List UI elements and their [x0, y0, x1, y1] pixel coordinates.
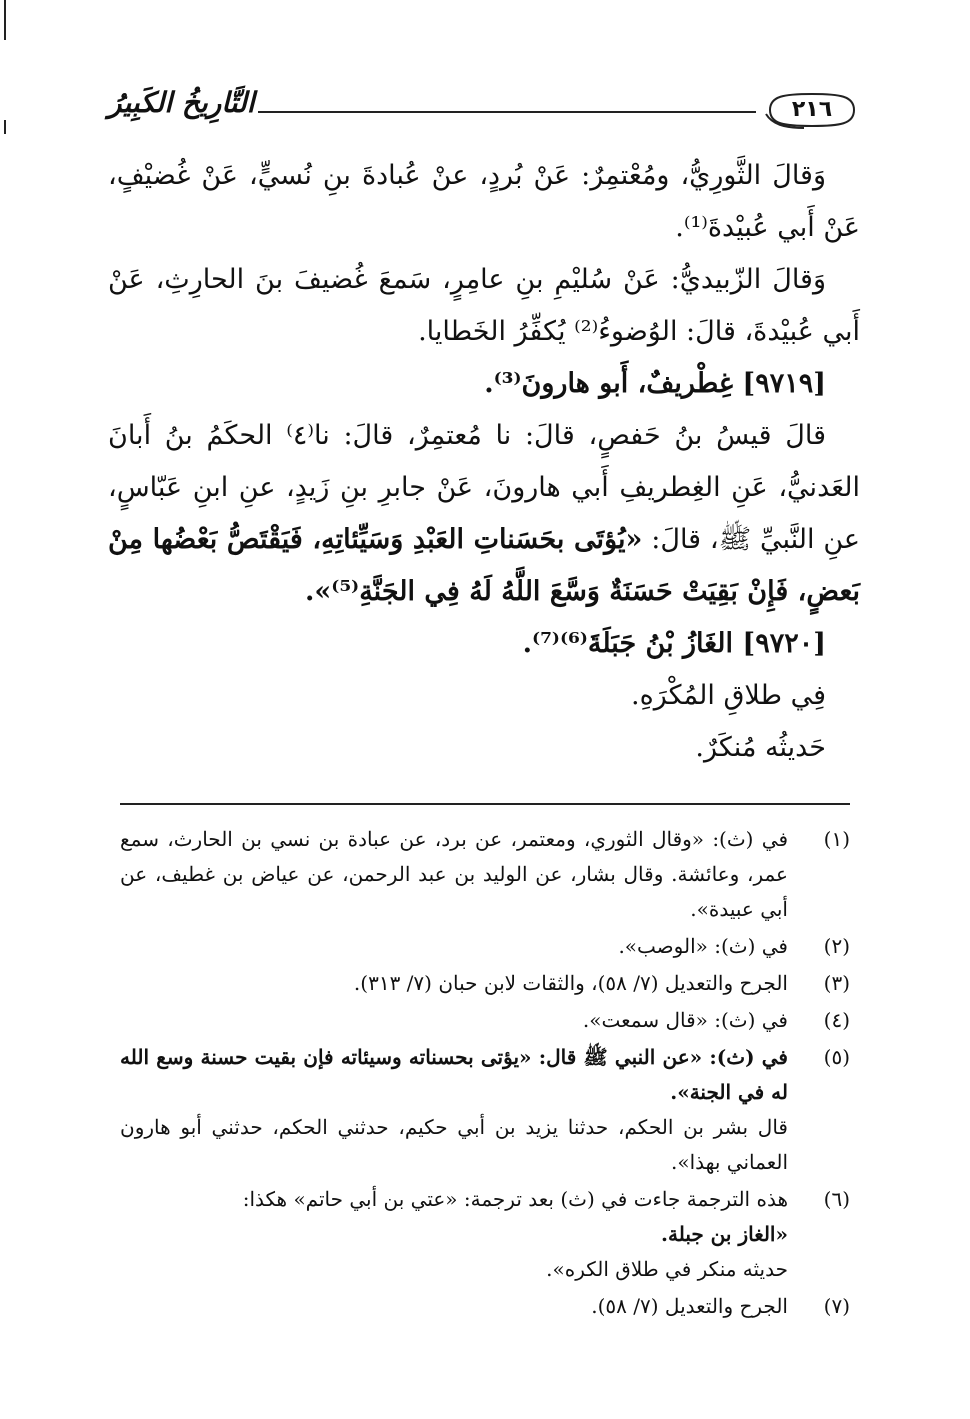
page-number: ٢١٦ [791, 97, 833, 122]
header-rule [258, 111, 756, 113]
footnote-number: (٤) [823, 1008, 850, 1032]
footnote-number: (٣) [823, 971, 850, 995]
entry-heading: [٩٧١٩] غِطْريفٌ، أَبو هارونَ⁽³⁾. [484, 368, 826, 399]
binding-edge-mark [4, 0, 6, 40]
paragraph [108, 410, 860, 618]
footnote [120, 929, 850, 964]
binding-edge-mark [4, 120, 6, 134]
footnote [120, 1182, 850, 1287]
hadith-text: «يُؤتَى بحَسَناتِ العَبْدِ وَسَيِّئاتِهِ، فَيَقْتَصُّ بَعْضُها مِنْ بَعضٍ، فَإِنْ بَقِيَتْ حَسَنَةٌ وَسَّعَ اللَّهُ لَهُ فِي الجَنَّةِ⁽⁵⁾». [108, 524, 860, 607]
entry-line: فِي طلاقِ المُكْرَهِ. [631, 680, 826, 711]
footnote-number: (٧) [823, 1294, 850, 1318]
footnote [120, 1040, 850, 1180]
footnote-text: في (ث): «قال سمعت». [582, 1008, 788, 1032]
footnotes [120, 822, 850, 1326]
paragraph: وَقالَ الثَّورِيُّ، ومُعْتمِرٌ: عَنْ بُردٍ، عنْ عُبادةَ بنِ نُسيٍّ، عَنْ غُضيْفٍ، عَنْ أَبي عُبيْدةَ⁽¹⁾. [108, 160, 860, 243]
main-text [108, 150, 860, 774]
footnote-text: قال بشر بن الحكم، حدثنا يزيد بن أبي حكيم، حدثني الحكم، حدثني أبو هارون العماني بهذا». [120, 1115, 788, 1174]
footnote-text: في (ث): «الوصب». [618, 934, 788, 958]
footnote-separator [120, 803, 850, 805]
paragraph: وَقالَ الزّبيديُّ: عَنْ سُليْمِ بنِ عامِرٍ، سَمعَ غُضيفَ بنَ الحارِثِ، عَنْ أَبي عُبيْدةَ، قالَ: الوُضوءُ⁽²⁾ يُكفِّرُ الخَطايا. [108, 264, 860, 347]
footnote [120, 966, 850, 1001]
footnote-number: (١) [823, 827, 850, 851]
footnote-text: الجرح والتعديل (٧/ ٥٨)، والثقات لابن حبان (٧/ ٣١٣). [353, 971, 788, 995]
footnote [120, 1003, 850, 1038]
footnote-number: (٢) [823, 934, 850, 958]
footnote-number: (٥) [823, 1045, 850, 1069]
footnote-text: هذه الترجمة جاءت في (ث) بعد ترجمة: «عتي بن أبي حاتم» هكذا: [242, 1187, 788, 1211]
running-title: التَّارِيخُ الكَبِيرُ [108, 86, 255, 119]
entry-line: حَديثُه مُنكَرٌ. [695, 732, 826, 763]
footnote-text: حديثه منكر في طلاق الكره». [546, 1257, 788, 1281]
isnad-text: قالَ قيسُ بنُ حَفصٍ، قالَ: نا مُعتمِرٌ، قالَ: نا⁽٤⁾ الحكَمُ بنُ أَبانَ العَدنيُّ، عَنِ الغِطريفِ أَبي هارونَ، عَنْ جابرِ بنِ زَيدٍ، عنِ ابنِ عَبّاسٍ، عنِ النَّبيِّ ﷺ، قالَ: [108, 420, 860, 555]
footnote [120, 822, 850, 927]
footnote [120, 1289, 850, 1324]
page-number-badge [764, 90, 860, 130]
footnote-text: الجرح والتعديل (٧/ ٥٨). [591, 1294, 788, 1318]
entry-heading: [٩٧٢٠] الغَازُ بْنُ جَبَلَةَ⁽⁶⁾⁽⁷⁾. [522, 628, 826, 659]
page-header [108, 86, 860, 134]
footnote-text: «الغاز بن جبلة. [661, 1222, 788, 1246]
footnote-text: في (ث): «وقال الثوري، ومعتمر، عن برد، عن عبادة بن نسي بن الحارث، سمع عمر، وعائشة. وقال بشار، عن الوليد بن عبد الرحمن، عن عياض بن غطيف، عن أبي عبيدة». [120, 827, 788, 921]
footnote-text: في (ث): «عن النبي ﷺ قال: «يؤتى بحسناته وسيئاته فإن بقيت حسنة وسع الله له في الجنة». [120, 1045, 788, 1104]
footnote-number: (٦) [823, 1187, 850, 1211]
